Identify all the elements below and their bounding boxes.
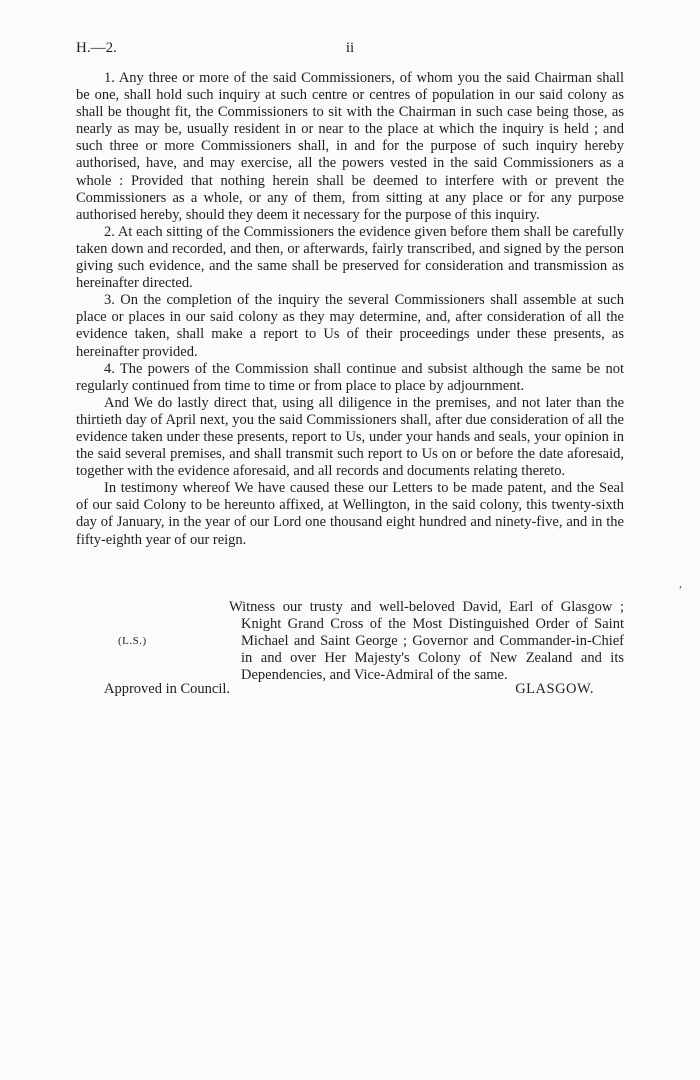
page-number: ii [345, 40, 355, 56]
body-text [76, 70, 624, 549]
paragraph-clause-1: 1. Any three or more of the said Commissioners, of whom you the said Chairman shall be one, shall hold such inquiry at such centre or centres of population in our said colony as shall be thought fit, the Commissioners to sit with the Chairman in such case being those, as nearly as may be, usually resident in or near to the place at which the inquiry is held ; and such three or more Commissioners shall, in and for the purpose of such inquiry hereby authorised, have, and may exercise, all the powers vested in the said Commissioners as a whole : Provided that nothing herein shall be deemed to interfere with or prevent the Commissioners as a whole, or any of them, from sitting at any place or for any purpose authorised hereby, should they deem it necessary for the purpose of this inquiry. [76, 70, 624, 223]
paragraph-direction: And We do lastly direct that, using all diligence in the premises, and not later than the thirtieth day of April next, you the said Commissioners shall, after due consideration of all the evidence taken under these presents, report to Us, under your hands and seals, your opinion in the said several premises, and shall transmit such report to Us on or before the date aforesaid, together with the evidence aforesaid, and all records and documents relating thereto. [76, 394, 624, 480]
margin-mark: , [679, 576, 682, 590]
paragraph-clause-2: 2. At each sitting of the Commissioners the evidence given before them shall be carefully taken down and recorded, and then, or afterwards, fairly transcribed, and signed by the person giving such evidence, and the same shall be preserved for consideration and transmission as hereinafter directed. [76, 223, 624, 292]
witness-text: Witness our trusty and well-beloved David, Earl of Glasgow ; Knight Grand Cross of the Most Distinguished Order of Saint Michael and Saint George ; Governor and Commander-in-Chief in and over Her Majesty's Colony of New Zealand and its Dependencies, and Vice-Admiral of the same. [229, 599, 624, 684]
witness-block [76, 599, 624, 684]
signature: GLASGOW. [515, 681, 594, 697]
seal-label: (L.S.) [118, 635, 147, 647]
approved-in-council: Approved in Council. [104, 681, 231, 697]
document-id: H.—2. [76, 40, 117, 56]
page-header [76, 38, 624, 58]
paragraph-clause-4: 4. The powers of the Commission shall continue and subsist although the same be not regularly continued from time to time or from place to place by adjournment. [76, 360, 624, 394]
paragraph-testimony: In testimony whereof We have caused these our Letters to be made patent, and the Seal of our said Colony to be hereunto affixed, at Wellington, in the said colony, this twenty-sixth day of January, in the year of our Lord one thousand eight hundred and ninety-five, and in the fifty-eighth year of our reign. [76, 480, 624, 548]
paragraph-clause-3: 3. On the completion of the inquiry the several Commissioners shall assemble at such place or places in our said colony as they may determine, and, after consideration of all the evidence taken, shall make a report to Us of their proceedings under these presents, as hereinafter provided. [76, 292, 624, 360]
